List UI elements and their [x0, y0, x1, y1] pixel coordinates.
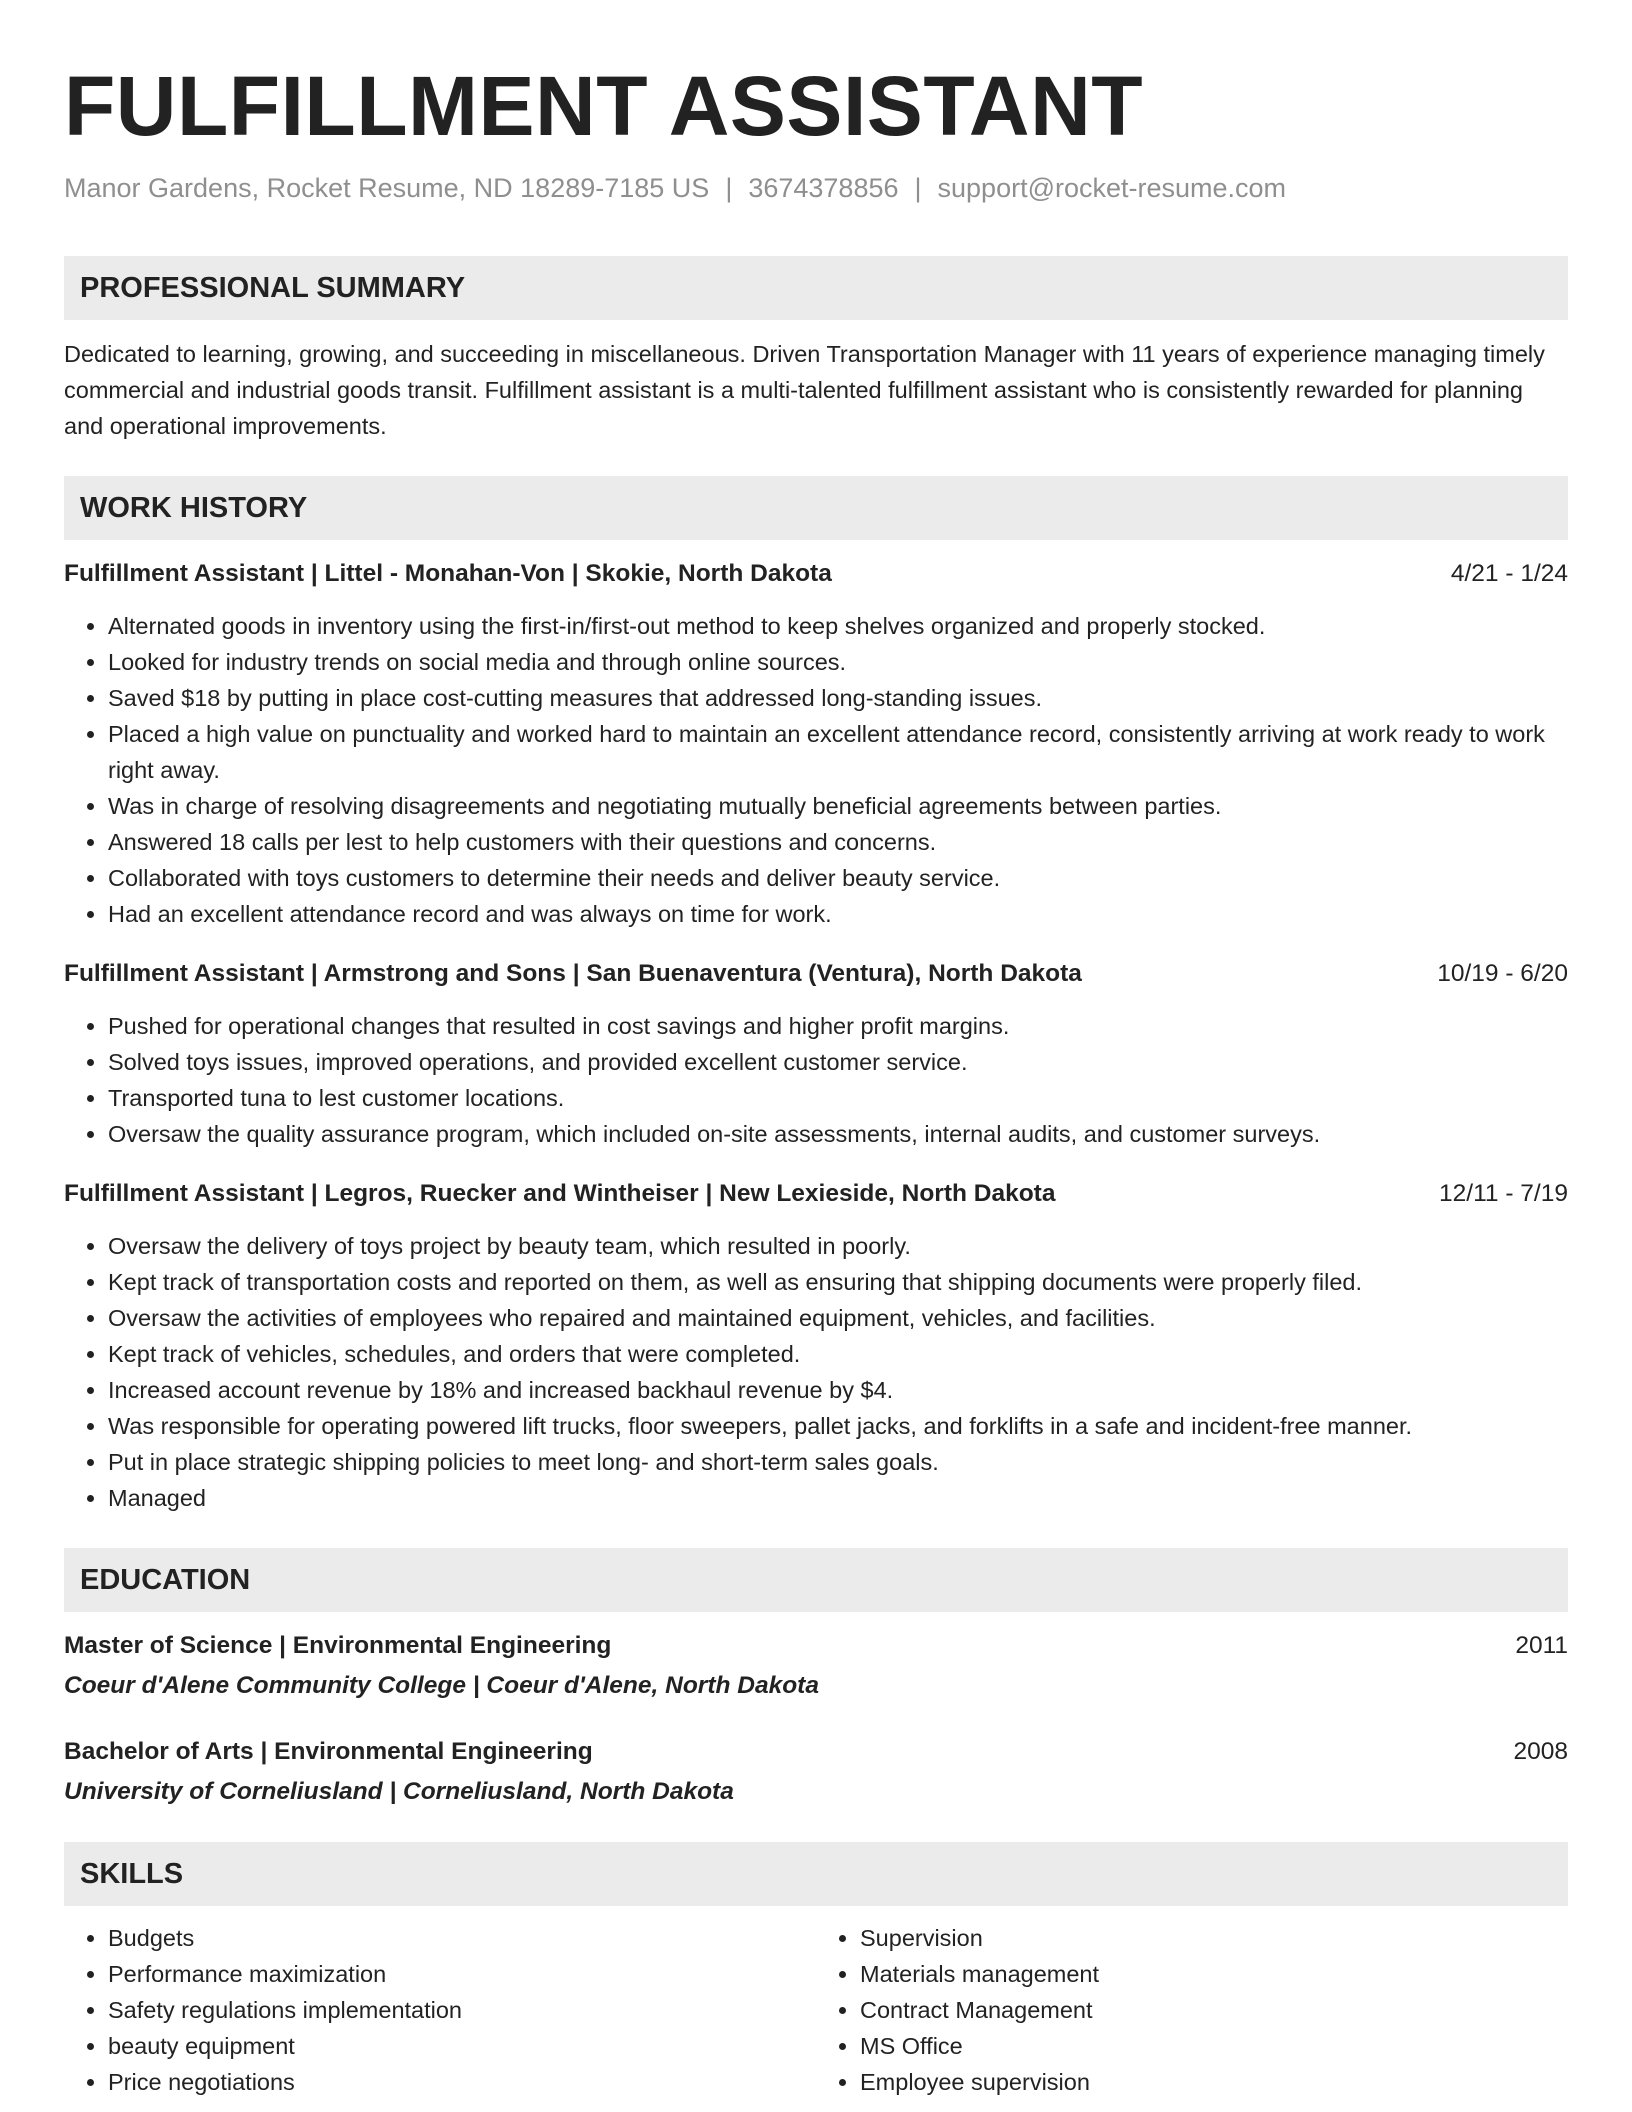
contact-separator: | [914, 173, 922, 203]
education-header [64, 1734, 1568, 1770]
job-bullet: • Was in charge of resolving disagreements and negotiating mutually beneficial agreements between parties. [108, 788, 1568, 824]
section-heading-work: WORK HISTORY [64, 476, 1568, 540]
skill-item: • Supervision [860, 1920, 1568, 1956]
job-bullet: • Solved toys issues, improved operations, and provided excellent customer service. [108, 1044, 1568, 1080]
education-school: University of Corneliusland | Corneliusland, North Dakota [64, 1778, 734, 1805]
job-bullet: • Transported tuna to lest customer locations. [108, 1080, 1568, 1116]
job-bullet: • Oversaw the activities of employees who repaired and maintained equipment, vehicles, and facilities. [108, 1300, 1568, 1336]
job-bullet: • Saved $18 by putting in place cost-cutting measures that addressed long-standing issues. [108, 680, 1568, 716]
skills-grid [64, 1920, 1568, 2100]
skill-item: • Materials management [860, 1956, 1568, 1992]
education-year: 2008 [1513, 1738, 1568, 1765]
education-entry [64, 1734, 1568, 1810]
job-bullet: • Was responsible for operating powered lift trucks, floor sweepers, pallet jacks, and forklifts in a safe and incident-free manner. [108, 1408, 1568, 1444]
job-bullets [64, 608, 1568, 932]
job-bullet: • Managed [108, 1480, 1568, 1516]
education-degree: Master of Science | Environmental Engineering [64, 1632, 612, 1659]
job-bullet: • Kept track of vehicles, schedules, and orders that were completed. [108, 1336, 1568, 1372]
job-dates: 12/11 - 7/19 [1439, 1180, 1568, 1207]
education-entry [64, 1628, 1568, 1704]
job-header [64, 956, 1568, 992]
resume-title: FULFILLMENT ASSISTANT [64, 59, 1144, 153]
job-bullet: • Oversaw the delivery of toys project by beauty team, which resulted in poorly. [108, 1228, 1568, 1264]
job-title: Fulfillment Assistant | Armstrong and Sons | San Buenaventura (Ventura), North Dakota [64, 960, 1082, 987]
job-header [64, 556, 1568, 592]
job-entry [64, 956, 1568, 1152]
section-heading-education: EDUCATION [64, 1548, 1568, 1612]
education-header [64, 1628, 1568, 1664]
job-header [64, 1176, 1568, 1212]
education-school: Coeur d'Alene Community College | Coeur d'Alene, North Dakota [64, 1672, 819, 1699]
contact-separator: | [725, 173, 733, 203]
contact-address: Manor Gardens, Rocket Resume, ND 18289-7185 US [64, 173, 710, 203]
job-entry [64, 556, 1568, 932]
job-bullet: • Increased account revenue by 18% and increased backhaul revenue by $4. [108, 1372, 1568, 1408]
job-bullet: • Placed a high value on punctuality and worked hard to maintain an excellent attendance record, consistently arriving at work ready to work right away. [108, 716, 1568, 788]
section-heading-summary: PROFESSIONAL SUMMARY [64, 256, 1568, 320]
skill-item: • Employee supervision [860, 2064, 1568, 2100]
job-bullet: • Looked for industry trends on social media and through online sources. [108, 644, 1568, 680]
job-title: Fulfillment Assistant | Littel - Monahan-Von | Skokie, North Dakota [64, 560, 832, 587]
job-bullet: • Answered 18 calls per lest to help customers with their questions and concerns. [108, 824, 1568, 860]
skill-item: • Performance maximization [108, 1956, 816, 1992]
job-dates: 4/21 - 1/24 [1450, 560, 1568, 587]
section-heading-skills: SKILLS [64, 1842, 1568, 1906]
job-bullets [64, 1008, 1568, 1152]
job-bullet: • Oversaw the quality assurance program, which included on-site assessments, internal audits, and customer surveys. [108, 1116, 1568, 1152]
education-degree: Bachelor of Arts | Environmental Engineering [64, 1738, 593, 1765]
job-bullet: • Put in place strategic shipping policies to meet long- and short-term sales goals. [108, 1444, 1568, 1480]
job-title: Fulfillment Assistant | Legros, Ruecker and Wintheiser | New Lexieside, North Dakota [64, 1180, 1056, 1207]
contact-email: support@rocket-resume.com [937, 173, 1287, 203]
job-bullets [64, 1228, 1568, 1516]
job-entry [64, 1176, 1568, 1516]
contact-line [64, 170, 1568, 206]
contact-phone: 3674378856 [748, 173, 899, 203]
skill-item: • Budgets [108, 1920, 816, 1956]
skills-column-right [816, 1920, 1568, 2100]
job-bullet: • Kept track of transportation costs and reported on them, as well as ensuring that shipping documents were properly filed. [108, 1264, 1568, 1300]
skill-item: • Price negotiations [108, 2064, 816, 2100]
skills-column-left [64, 1920, 816, 2100]
skill-item: • Contract Management [860, 1992, 1568, 2028]
skill-item: • MS Office [860, 2028, 1568, 2064]
job-bullet: • Collaborated with toys customers to determine their needs and deliver beauty service. [108, 860, 1568, 896]
education-year: 2011 [1515, 1632, 1568, 1659]
job-dates: 10/19 - 6/20 [1437, 960, 1568, 987]
skill-item: • beauty equipment [108, 2028, 816, 2064]
skill-item: • Safety regulations implementation [108, 1992, 816, 2028]
job-bullet: • Alternated goods in inventory using the first-in/first-out method to keep shelves organized and properly stocked. [108, 608, 1568, 644]
job-bullet: • Pushed for operational changes that resulted in cost savings and higher profit margins. [108, 1008, 1568, 1044]
job-bullet: • Had an excellent attendance record and was always on time for work. [108, 896, 1568, 932]
summary-text: Dedicated to learning, growing, and succeeding in miscellaneous. Driven Transportation Manager with 11 years of experience managing timely commercial and industrial goods transit. Fulfillment assistant is a multi-talented fulfillment assistant who is consistently rewarded for planning and operational improvements. [64, 341, 1545, 439]
